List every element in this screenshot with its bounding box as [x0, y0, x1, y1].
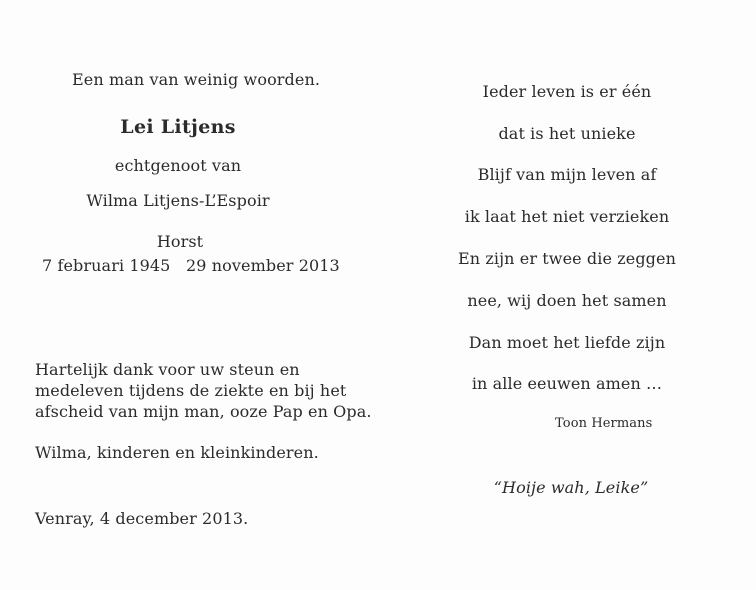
- thanks-line: medeleven tijdens de ziekte en bij het: [35, 381, 347, 400]
- thanks-line: afscheid van mijn man, ooze Pap en Opa.: [35, 402, 372, 421]
- relation-text: echtgenoot van: [114, 156, 242, 175]
- dialect-quote: “Hoije wah, Leike”: [493, 478, 649, 497]
- poem-line: dat is het unieke: [498, 124, 636, 143]
- deceased-name: Lei Litjens: [120, 116, 236, 138]
- poem-line: ik laat het niet verzieken: [464, 207, 670, 226]
- poem-line: nee, wij doen het samen: [467, 291, 667, 310]
- poem-line: in alle eeuwen amen …: [471, 374, 663, 393]
- birth-date: 7 februari 1945: [42, 256, 171, 275]
- spouse-name: Wilma Litjens-L’Espoir: [86, 191, 270, 210]
- poem-author: Toon Hermans: [555, 416, 653, 431]
- poem-line: En zijn er twee die zeggen: [458, 249, 676, 268]
- intro-line: Een man van weinig woorden.: [72, 70, 321, 89]
- family-signature: Wilma, kinderen en kleinkinderen.: [35, 443, 319, 462]
- poem-line: Blijf van mijn leven af: [477, 165, 657, 184]
- place-date: Venray, 4 december 2013.: [35, 509, 249, 528]
- place-name: Horst: [156, 232, 204, 251]
- poem-line: Dan moet het liefde zijn: [468, 333, 666, 352]
- poem-line: Ieder leven is er één: [482, 82, 652, 101]
- death-date: 29 november 2013: [186, 256, 340, 275]
- thanks-line: Hartelijk dank voor uw steun en: [35, 360, 300, 379]
